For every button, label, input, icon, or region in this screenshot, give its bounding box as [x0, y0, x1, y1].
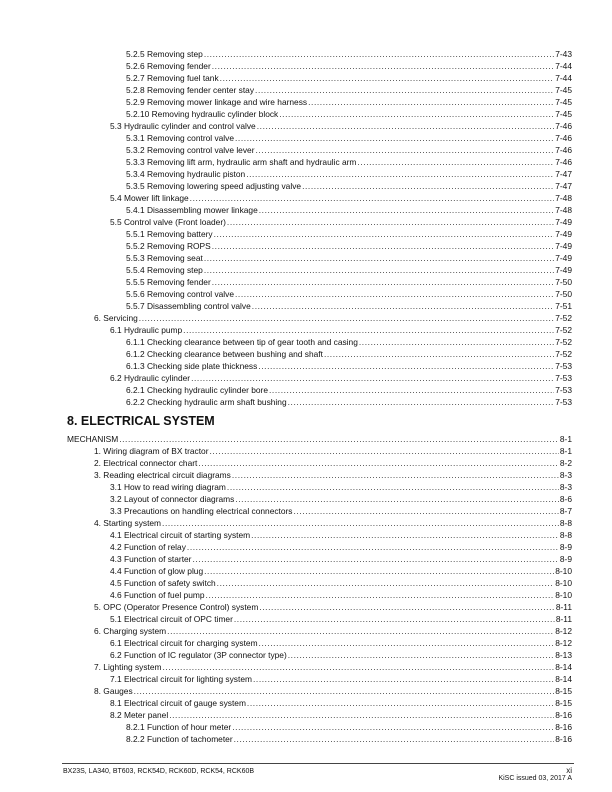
toc-entry-page: 7-53 [555, 361, 572, 371]
dot-leader [210, 445, 559, 457]
toc-entry-label: 5.4 Mower lift linkage [110, 193, 189, 203]
toc-entry-label: 4.6 Function of fuel pump [110, 590, 205, 600]
toc-entry-page: 8-16 [555, 734, 572, 744]
toc-entry[interactable] [94, 625, 572, 637]
dot-leader [212, 240, 555, 252]
dot-leader [324, 348, 554, 360]
toc-entry-label: 6. Charging system [94, 626, 167, 636]
toc-entry[interactable] [110, 493, 572, 505]
toc-entry-page: 7-48 [555, 205, 572, 215]
toc-entry-page: 8-15 [555, 686, 572, 696]
dot-leader [206, 589, 555, 601]
dot-leader [167, 625, 554, 637]
toc-entry-page: 8-15 [555, 698, 572, 708]
toc-entry[interactable] [94, 312, 572, 324]
toc-entry-label: 4.3 Function of starter [110, 554, 192, 564]
toc-entry-label: 5.3.4 Removing hydraulic piston [126, 169, 246, 179]
dot-leader [288, 396, 555, 408]
dot-leader [227, 481, 559, 493]
toc-entry-page: 7-44 [555, 73, 572, 83]
toc-entry-page: 8-12 [555, 638, 572, 648]
toc-entry[interactable] [126, 96, 572, 108]
toc-entry-page: 8-12 [555, 626, 572, 636]
toc-entry-page: 7-49 [555, 253, 572, 263]
toc-entry[interactable] [126, 300, 572, 312]
dot-leader [359, 336, 554, 348]
dot-leader [235, 493, 559, 505]
toc-entry-page: 7-50 [555, 289, 572, 299]
toc-entry-page: 7-49 [555, 265, 572, 275]
toc-entry-label: 5.2.6 Removing fender [126, 61, 211, 71]
dot-leader [246, 168, 554, 180]
toc-entry[interactable] [126, 72, 572, 84]
toc-entry[interactable] [126, 132, 572, 144]
toc-entry-page: 8-2 [559, 458, 572, 468]
toc-entry-page: 8-1 [559, 434, 572, 444]
toc-entry-page: 7-48 [555, 193, 572, 203]
dot-leader [134, 685, 555, 697]
toc-entry[interactable] [110, 505, 572, 517]
dot-leader [232, 721, 554, 733]
toc-entry-page: 8-6 [559, 494, 572, 504]
toc-entry[interactable] [110, 649, 572, 661]
dot-leader [162, 517, 559, 529]
toc-entry-page: 8-9 [559, 542, 572, 552]
dot-leader [259, 204, 554, 216]
toc-entry-page: 7-44 [555, 61, 572, 71]
toc-entry-label: 5.5 Control valve (Front loader) [110, 217, 226, 227]
toc-entry[interactable] [94, 685, 572, 697]
toc-entry-label: 8.2.2 Function of tachometer [126, 734, 233, 744]
dot-leader [232, 469, 559, 481]
dot-leader [357, 156, 554, 168]
toc-entry-label: 8.2 Meter panel [110, 710, 169, 720]
toc-entry-label: 5.5.4 Removing step [126, 265, 203, 275]
toc-entry-label: 6.2.1 Checking hydraulic cylinder bore [126, 385, 268, 395]
toc-entry-page: 8-7 [559, 506, 572, 516]
toc-entry[interactable] [126, 180, 572, 192]
toc-entry-label: 4. Starting system [94, 518, 162, 528]
toc-entry-label: 5.5.5 Removing fender [126, 277, 211, 287]
toc-entry[interactable] [110, 709, 572, 721]
toc-entry-label: 4.5 Function of safety switch [110, 578, 216, 588]
toc-entry-page: 7-46 [555, 133, 572, 143]
toc-entry-label: 3. Reading electrical circuit diagrams [94, 470, 231, 480]
toc-entry-label: 5.2.9 Removing mower linkage and wire harness [126, 97, 308, 107]
toc-entry[interactable] [94, 457, 572, 469]
toc-entry-page: 7-45 [555, 109, 572, 119]
toc-entry[interactable] [126, 336, 572, 348]
toc-entry-page: 7-51 [555, 301, 572, 311]
toc-entry-label: 8.2.1 Function of hour meter [126, 722, 232, 732]
toc-entry[interactable] [126, 156, 572, 168]
toc-entry[interactable] [110, 589, 572, 601]
toc-entry-page: 7-46 [555, 157, 572, 167]
toc-entry[interactable] [126, 348, 572, 360]
toc-entry-label: 5.3.5 Removing lowering speed adjusting valve [126, 181, 302, 191]
dot-leader [204, 565, 554, 577]
toc-entry-page: 8-1 [559, 446, 572, 456]
toc-entry[interactable] [126, 240, 572, 252]
toc-entry-label: 6.1 Hydraulic pump [110, 325, 183, 335]
dot-leader [259, 637, 555, 649]
toc-entry[interactable] [126, 48, 572, 60]
toc-entry[interactable] [94, 517, 572, 529]
toc-entry-label: 5.3.1 Removing control valve [126, 133, 234, 143]
toc-entry[interactable] [126, 204, 572, 216]
toc-entry[interactable] [110, 637, 572, 649]
dot-leader [257, 120, 555, 132]
toc-entry-page: 8-10 [555, 566, 572, 576]
toc-entry-page: 7-49 [555, 241, 572, 251]
toc-entry-label: 6.2 Hydraulic cylinder [110, 373, 191, 383]
dot-leader [187, 541, 559, 553]
toc-entry[interactable] [126, 228, 572, 240]
toc-entry-label: 5.5.3 Removing seat [126, 253, 203, 263]
toc-entry-page: 7-50 [555, 277, 572, 287]
toc-entry-label: 7. Lighting system [94, 662, 162, 672]
toc-entry-label: 5.2.8 Removing fender center stay [126, 85, 255, 95]
toc-entry-page: 7-53 [555, 373, 572, 383]
toc-entry[interactable] [110, 613, 572, 625]
toc-entry[interactable] [110, 192, 572, 204]
toc-entry[interactable] [110, 481, 572, 493]
dot-leader [252, 300, 554, 312]
toc-entry-label: 5.2.10 Removing hydraulic cylinder block [126, 109, 279, 119]
toc-entry[interactable] [110, 553, 572, 565]
toc-entry-page: 7-52 [555, 337, 572, 347]
toc-entry-label: 5.1 Electrical circuit of OPC timer [110, 614, 233, 624]
toc-entry[interactable] [110, 541, 572, 553]
dot-leader [227, 216, 554, 228]
toc-entry[interactable] [94, 469, 572, 481]
toc-entry-page: 8-16 [555, 722, 572, 732]
toc-entry[interactable] [110, 565, 572, 577]
toc-entry[interactable] [126, 721, 572, 733]
dot-leader [190, 192, 555, 204]
toc-entry[interactable] [126, 84, 572, 96]
dot-leader [214, 228, 555, 240]
toc-entry[interactable] [126, 360, 572, 372]
toc-entry-label: 4.2 Function of relay [110, 542, 186, 552]
dot-leader [279, 108, 554, 120]
toc-entry[interactable] [126, 144, 572, 156]
toc-entry[interactable] [126, 733, 572, 745]
issued-info: KiSC issued 03, 2017 A [498, 775, 572, 782]
toc-entry-page: 8-14 [555, 662, 572, 672]
toc-entry-page: 8-8 [559, 518, 572, 528]
toc-entry[interactable] [110, 216, 572, 228]
dot-leader [220, 72, 555, 84]
dot-leader [253, 673, 554, 685]
toc-entry[interactable] [94, 601, 572, 613]
toc-entry-label: 5.5.6 Removing control valve [126, 289, 234, 299]
toc-entry-page: 8-10 [555, 590, 572, 600]
dot-leader [288, 649, 554, 661]
toc-entry-page: 7-53 [555, 385, 572, 395]
toc-entry-page: 8-16 [555, 710, 572, 720]
toc-entry-label: 6.1.2 Checking clearance between bushing and shaft [126, 349, 323, 359]
toc-entry-page: 7-49 [555, 217, 572, 227]
toc-entry-label: 3.3 Precautions on handling electrical connectors [110, 506, 293, 516]
dot-leader [163, 661, 555, 673]
toc-entry-page: 8-9 [559, 554, 572, 564]
dot-leader [119, 433, 559, 445]
toc-entry-page: 8-3 [559, 482, 572, 492]
toc-entry[interactable] [110, 697, 572, 709]
dot-leader [217, 577, 555, 589]
toc-entry[interactable] [126, 60, 572, 72]
toc-entry[interactable] [110, 324, 572, 336]
toc-entry-page: 7-43 [555, 49, 572, 59]
toc-entry-label: 8. Gauges [94, 686, 133, 696]
dot-leader [259, 601, 555, 613]
toc-entry-label: 1. Wiring diagram of BX tractor [94, 446, 209, 456]
toc-entry-label: 3.1 How to read wiring diagram [110, 482, 226, 492]
toc-entry[interactable] [126, 108, 572, 120]
dot-leader [192, 553, 558, 565]
dot-leader [191, 372, 554, 384]
dot-leader [204, 264, 554, 276]
toc-entry-page: 7-47 [555, 181, 572, 191]
toc-entry-page: 7-52 [555, 325, 572, 335]
toc-entry-label: 6. Servicing [94, 313, 138, 323]
toc-entry[interactable] [110, 673, 572, 685]
page-number: xi [566, 766, 572, 775]
dot-leader [247, 697, 554, 709]
toc-entry-label: 6.1 Electrical circuit for charging system [110, 638, 258, 648]
toc-entry[interactable] [126, 396, 572, 408]
dot-leader [269, 384, 554, 396]
toc-entry-page: 7-46 [555, 145, 572, 155]
dot-leader [302, 180, 554, 192]
dot-leader [255, 144, 554, 156]
toc-entry[interactable] [67, 433, 572, 445]
toc-entry-page: 7-49 [555, 229, 572, 239]
dot-leader [255, 84, 554, 96]
footer-models: BX23S, LA340, BT603, RCK54D, RCK60D, RCK54, RCK60B [63, 768, 255, 775]
toc-entry-page: 7-47 [555, 169, 572, 179]
toc-entry-label: 8.1 Electrical circuit of gauge system [110, 698, 246, 708]
footer-divider [62, 763, 574, 764]
toc-entry-label: 5.5.2 Removing ROPS [126, 241, 211, 251]
dot-leader [308, 96, 554, 108]
toc-entry[interactable] [110, 120, 572, 132]
toc-entry-label: 5.5.7 Disassembling control valve [126, 301, 251, 311]
toc-entry-label: 2. Electrical connector chart [94, 458, 198, 468]
dot-leader [198, 457, 559, 469]
toc-entry-page: 7-45 [555, 97, 572, 107]
toc-entry-label: 5. OPC (Operator Presence Control) system [94, 602, 259, 612]
toc-entry-label: 5.4.1 Disassembling mower linkage [126, 205, 258, 215]
toc-entry-page: 8-11 [555, 602, 572, 612]
dot-leader [294, 505, 559, 517]
dot-leader [169, 709, 554, 721]
section-heading: 8. ELECTRICAL SYSTEM [67, 414, 215, 428]
dot-leader [183, 324, 554, 336]
dot-leader [212, 276, 555, 288]
toc-entry[interactable] [110, 372, 572, 384]
dot-leader [234, 733, 555, 745]
toc-entry[interactable] [110, 529, 572, 541]
toc-entry-page: 8-14 [555, 674, 572, 684]
dot-leader [212, 60, 555, 72]
toc-entry[interactable] [126, 168, 572, 180]
toc-entry-page: 8-3 [559, 470, 572, 480]
toc-entry-label: 7.1 Electrical circuit for lighting system [110, 674, 252, 684]
toc-entry[interactable] [126, 264, 572, 276]
footer-right [498, 766, 572, 782]
toc-entry-page: 7-46 [555, 121, 572, 131]
toc-entry[interactable] [126, 252, 572, 264]
toc-entry-page: 8-8 [559, 530, 572, 540]
dot-leader [234, 613, 555, 625]
toc-entry[interactable] [94, 445, 572, 457]
toc-entry-page: 8-13 [555, 650, 572, 660]
toc-entry[interactable] [126, 288, 572, 300]
toc-entry-page: 7-52 [555, 349, 572, 359]
toc-entry[interactable] [126, 276, 572, 288]
toc-entry[interactable] [126, 384, 572, 396]
toc-entry-label: 6.2.2 Checking hydraulic arm shaft bushing [126, 397, 287, 407]
toc-entry-page: 7-52 [555, 313, 572, 323]
dot-leader [235, 288, 554, 300]
toc-entry-label: MECHANISM [67, 434, 119, 444]
dot-leader [251, 529, 559, 541]
toc-entry-label: 6.1.1 Checking clearance between tip of gear tooth and casing [126, 337, 358, 347]
toc-entry-label: 5.3.2 Removing control valve lever [126, 145, 255, 155]
toc-entry-label: 3.2 Layout of connector diagrams [110, 494, 235, 504]
toc-entry-page: 7-53 [555, 397, 572, 407]
dot-leader [139, 312, 554, 324]
toc-entry-page: 8-11 [555, 614, 572, 624]
dot-leader [258, 360, 554, 372]
toc-entry-label: 5.3 Hydraulic cylinder and control valve [110, 121, 256, 131]
toc-entry-label: 6.1.3 Checking side plate thickness [126, 361, 258, 371]
toc-entry-page: 7-45 [555, 85, 572, 95]
dot-leader [204, 252, 554, 264]
toc-entry-label: 4.4 Function of glow plug [110, 566, 204, 576]
dot-leader [204, 48, 554, 60]
toc-entry-label: 4.1 Electrical circuit of starting system [110, 530, 251, 540]
toc-entry-label: 5.2.5 Removing step [126, 49, 203, 59]
toc-entry-label: 6.2 Function of IC regulator (3P connector type) [110, 650, 287, 660]
toc-entry-label: 5.2.7 Removing fuel tank [126, 73, 219, 83]
toc-entry[interactable] [110, 577, 572, 589]
toc-entry-label: 5.3.3 Removing lift arm, hydraulic arm shaft and hydraulic arm [126, 157, 357, 167]
dot-leader [235, 132, 554, 144]
toc-entry-label: 5.5.1 Removing battery [126, 229, 213, 239]
toc-entry-page: 8-10 [555, 578, 572, 588]
toc-entry[interactable] [94, 661, 572, 673]
